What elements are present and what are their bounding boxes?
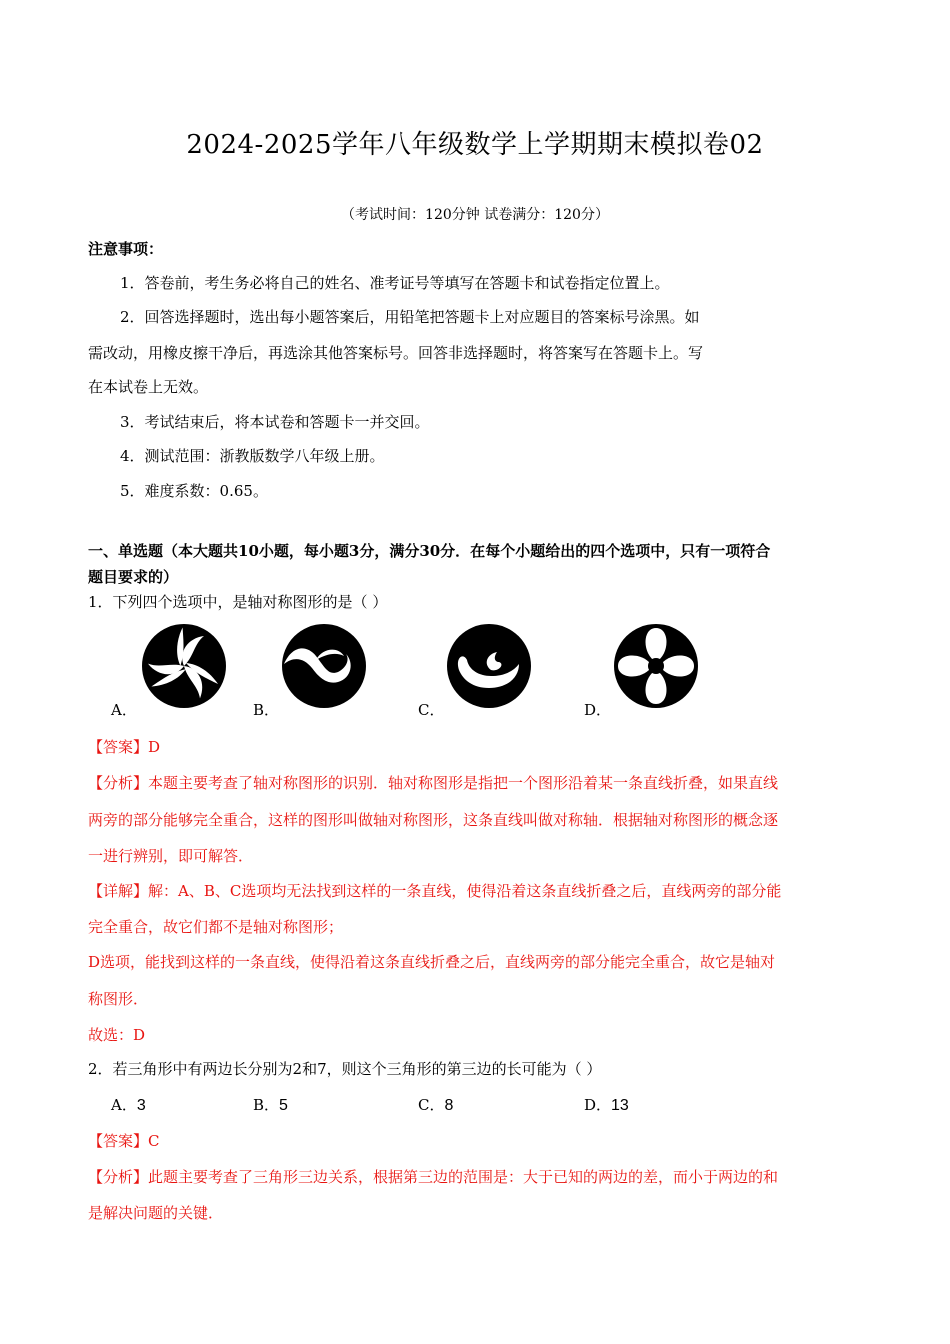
q1-analysis-line2: 两旁的部分能够完全重合，这样的图形叫做轴对称图形，这条直线叫做对称轴．根据轴对称图形的概念逐 xyxy=(88,811,779,829)
q2-option-a-label: A． xyxy=(111,1096,137,1114)
notice-item-1: 1．答卷前，考生务必将自己的姓名、准考证号等填写在答题卡和试卷指定位置上。 xyxy=(120,274,670,292)
q1-option-b-label: B． xyxy=(253,701,280,719)
q1-option-d-label: D． xyxy=(584,701,612,719)
q1-detail-line2: 完全重合，故它们都不是轴对称图形； xyxy=(88,918,344,936)
q2-stem: 2．若三角形中有两边长分别为2和7，则这个三角形的第三边的长可能为（ ） xyxy=(88,1060,602,1078)
section1-heading-line2: 题目要求的） xyxy=(88,568,179,586)
q1-detail-line3: D选项，能找到这样的一条直线，使得沿着这条直线折叠之后，直线两旁的部分能完全重合，故它是轴对 xyxy=(88,953,776,971)
q1-figure-d xyxy=(612,622,700,710)
q2-option-b-label: B． xyxy=(253,1096,280,1114)
notice-item-4: 4．测试范围：浙教版数学八年级上册。 xyxy=(120,447,385,465)
q1-figure-b xyxy=(280,622,368,710)
q1-option-c-label: C． xyxy=(418,701,445,719)
q1-option-a-label: A． xyxy=(111,701,137,719)
q2-option-b-value: 5 xyxy=(279,1097,288,1114)
q1-detail-line1: 【详解】解：A、B、C选项均无法找到这样的一条直线，使得沿着这条直线折叠之后，直线两旁的部分能 xyxy=(88,882,782,900)
q1-answer: 【答案】D xyxy=(88,738,161,756)
q2-option-b xyxy=(253,1094,288,1115)
q1-detail-line4: 称图形． xyxy=(88,990,149,1008)
q2-option-d-value: 13 xyxy=(611,1097,629,1114)
q2-option-c xyxy=(418,1094,453,1115)
q1-figure-a xyxy=(140,622,228,710)
q1-analysis-line3: 一进行辨别，即可解答． xyxy=(88,847,254,865)
notice-item-5: 5．难度系数：0.65。 xyxy=(120,482,268,500)
q2-answer: 【答案】C xyxy=(88,1132,160,1150)
section1-heading-line1: 一、单选题（本大题共10小题，每小题3分，满分30分．在每个小题给出的四个选项中，只有一项符合 xyxy=(88,542,771,560)
q1-conclusion: 故选：D xyxy=(88,1026,146,1044)
q2-option-a xyxy=(111,1094,146,1115)
notice-item-2-line2: 需改动，用橡皮擦干净后，再选涂其他答案标号。回答非选择题时，将答案写在答题卡上。写 xyxy=(88,344,704,362)
q1-analysis-line1: 【分析】本题主要考查了轴对称图形的识别．轴对称图形是指把一个图形沿着某一条直线折叠，如果直线 xyxy=(88,774,779,792)
notice-item-2-line1: 2．回答选择题时，选出每小题答案后，用铅笔把答题卡上对应题目的答案标号涂黑。如 xyxy=(120,308,700,326)
notice-item-3: 3．考试结束后，将本试卷和答题卡一并交回。 xyxy=(120,413,430,431)
q1-figure-c xyxy=(445,622,533,710)
q2-option-c-value: 8 xyxy=(444,1097,454,1114)
q2-option-a-value: 3 xyxy=(136,1097,146,1114)
q2-analysis-line2: 是解决问题的关键． xyxy=(88,1204,224,1222)
notice-heading: 注意事项： xyxy=(88,240,164,258)
q2-option-d-label: D． xyxy=(584,1096,612,1114)
q1-stem: 1．下列四个选项中，是轴对称图形的是（ ） xyxy=(88,593,388,611)
notice-item-2-line3: 在本试卷上无效。 xyxy=(88,378,209,396)
q2-option-d xyxy=(584,1094,629,1115)
page-title: 2024-2025学年八年级数学上学期期末模拟卷02 xyxy=(186,130,764,160)
q2-analysis-line1: 【分析】此题主要考查了三角形三边关系，根据第三边的范围是：大于已知的两边的差，而小于两边的和 xyxy=(88,1168,779,1186)
q2-option-c-label: C． xyxy=(418,1096,445,1114)
exam-info: （考试时间：120分钟 试卷满分：120分） xyxy=(341,207,609,223)
